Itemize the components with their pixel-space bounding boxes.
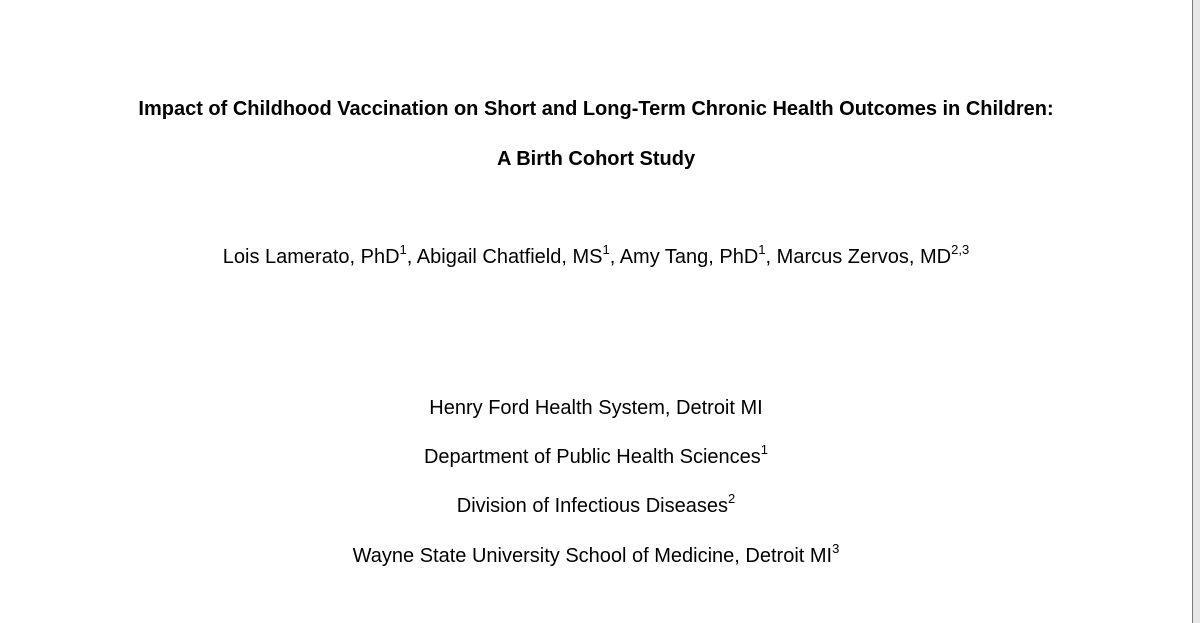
author-affiliation-marker: 1 — [602, 242, 610, 258]
author-affiliation-marker: 1 — [758, 242, 766, 258]
affiliation-text: Department of Public Health Sciences — [423, 446, 761, 468]
affiliation-division — [0, 491, 1192, 518]
affiliation-department — [0, 442, 1192, 469]
author-affiliation-marker: 1 — [399, 242, 407, 258]
affiliation-text: Wayne State University School of Medicine, Detroit MI — [352, 545, 833, 567]
affiliation-marker: 1 — [760, 442, 769, 458]
author-affiliation-marker: 2,3 — [951, 242, 970, 258]
affiliation-marker: 2 — [728, 491, 736, 507]
author-name: Amy Tang, PhD — [619, 246, 759, 268]
affiliation-university — [0, 541, 1192, 568]
affiliation-text: Henry Ford Health System, Detroit MI — [429, 397, 763, 419]
author-list — [0, 242, 1192, 269]
affiliation-marker: 3 — [832, 541, 840, 557]
author-name: Abigail Chatfield, MS — [416, 246, 603, 268]
author-name: Marcus Zervos, MD — [776, 246, 952, 268]
viewer-gutter — [1193, 0, 1200, 623]
author-name: Lois Lamerato, PhD — [222, 246, 400, 268]
affiliation-text: Division of Infectious Diseases — [456, 495, 728, 517]
author-separator: , — [406, 246, 417, 268]
author-separator: , — [609, 246, 620, 268]
affiliation-institution — [0, 396, 1192, 420]
paper-title-line-2: A Birth Cohort Study — [496, 148, 696, 170]
author-separator: , — [765, 246, 777, 268]
paper-title-line-1: Impact of Childhood Vaccination on Short and Long-Term Chronic Health Outcomes in Children: — [138, 98, 1054, 120]
